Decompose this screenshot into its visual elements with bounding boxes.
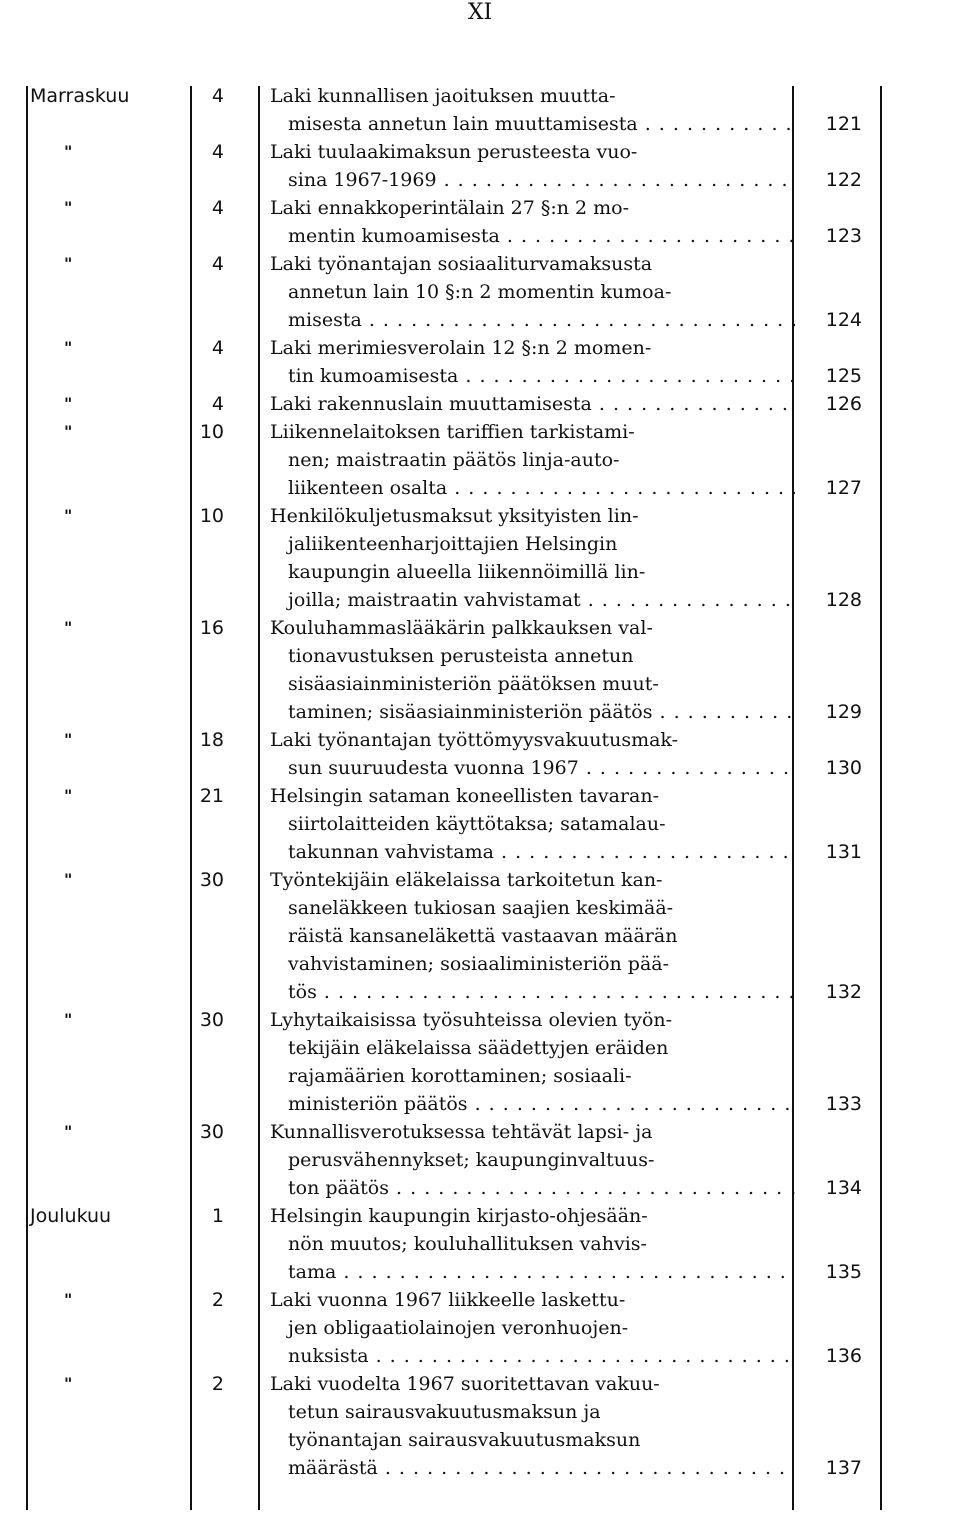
entry-title-line: tetun sairausvakuutusmaksun ja (288, 1401, 601, 1423)
month-ditto-mark: " (64, 730, 73, 749)
entry-title-line: Helsingin kaupungin kirjasto-ohjesään- (270, 1205, 648, 1227)
entry-page-number: 123 (825, 225, 862, 247)
entry-page-number: 127 (825, 477, 862, 499)
entry-title (270, 782, 795, 866)
entry-title (270, 614, 795, 726)
entry-title-line: vahvistaminen; sosiaaliministeriön pää- (288, 953, 670, 975)
entry-page-number: 136 (825, 1345, 862, 1367)
entry-day: 4 (211, 197, 224, 219)
entry-title-line: taminen; sisäasiainministeriön päätös . . . (270, 698, 795, 726)
entry-title-line: jaliikenteenharjoittajien Helsingin (288, 533, 618, 555)
month-ditto-mark: " (64, 506, 73, 525)
entry-title-line: Laki vuodelta 1967 suoritettavan vakuu- (270, 1373, 660, 1395)
month-ditto-mark: " (64, 786, 73, 805)
entry-title-line: Laki työnantajan työttömyysvakuutusmak- (270, 729, 679, 751)
entry-title-line: tekijäin eläkelaissa säädettyjen eräiden (288, 1037, 669, 1059)
entry-title (270, 334, 795, 390)
day-title-divider-line (258, 86, 260, 1510)
entry-title (270, 194, 795, 250)
left-border-line (26, 86, 28, 1510)
entry-title-line: jen obligaatiolainojen veronhuojen- (288, 1317, 629, 1339)
entry-title-line: siirtolaitteiden käyttötaksa; satamalau- (288, 813, 666, 835)
entry-title-line: Laki vuonna 1967 liikkeelle laskettu- (270, 1289, 626, 1311)
entry-title-line: nuksista . . . (270, 1342, 795, 1370)
month-ditto-mark: " (64, 1290, 73, 1309)
entry-page-number: 137 (825, 1457, 862, 1479)
entry-title-line: Laki rakennuslain muuttamisesta . . . (270, 390, 795, 418)
entry-page-number: 125 (825, 365, 862, 387)
entry-title-line: mentin kumoamisesta . . . (270, 222, 795, 250)
entry-title-line: misesta . . . (270, 306, 795, 334)
entry-title (270, 1370, 795, 1482)
entry-title-line: Laki kunnallisen jaoituksen muutta- (270, 85, 616, 107)
entry-page-number: 135 (825, 1261, 862, 1283)
entry-title-line: Henkilökuljetusmaksut yksityisten lin- (270, 505, 639, 527)
entry-day: 16 (199, 617, 224, 639)
month-ditto-mark: " (64, 1122, 73, 1141)
entry-title (270, 1118, 795, 1202)
entry-page-number: 129 (825, 701, 862, 723)
entry-month: Marraskuu (30, 85, 130, 107)
entry-title-line: Laki ennakkoperintälain 27 §:n 2 mo- (270, 197, 630, 219)
entry-title-line: misesta annetun lain muuttamisesta . . . (270, 110, 795, 138)
entry-title-line: tös . . . (270, 978, 795, 1006)
month-ditto-mark: " (64, 618, 73, 637)
entry-title-line: nön muutos; kouluhallituksen vahvis- (288, 1233, 647, 1255)
month-ditto-mark: " (64, 254, 73, 273)
entry-title-line: Lyhytaikaisissa työsuhteissa olevien työn- (270, 1009, 673, 1031)
entry-title (270, 390, 795, 418)
entry-day: 2 (211, 1289, 224, 1311)
entry-page-number: 124 (825, 309, 862, 331)
entry-page-number: 132 (825, 981, 862, 1003)
entry-title-line: sina 1967-1969 . . . (270, 166, 795, 194)
entry-title-line: Laki työnantajan sosiaaliturvamaksusta (270, 253, 653, 275)
right-border-line (880, 86, 882, 1510)
month-ditto-mark: " (64, 1010, 73, 1029)
entry-title-line: räistä kansaneläkettä vastaavan määrän (288, 925, 678, 947)
month-ditto-mark: " (64, 870, 73, 889)
entry-title-line: tin kumoamisesta . . . (270, 362, 795, 390)
month-ditto-mark: " (64, 142, 73, 161)
entry-title-line: Työntekijäin eläkelaissa tarkoitetun kan- (270, 869, 663, 891)
entry-day: 30 (199, 1121, 224, 1143)
entry-day: 30 (199, 1009, 224, 1031)
entry-day: 4 (211, 337, 224, 359)
entry-page-number: 122 (825, 169, 862, 191)
entry-day: 30 (199, 869, 224, 891)
entry-title-line: Liikennelaitoksen tariffien tarkistami- (270, 421, 635, 443)
entry-page-number: 133 (825, 1093, 862, 1115)
entry-title-line: Kouluhammaslääkärin palkkauksen val- (270, 617, 653, 639)
entry-title-line: tama . . . (270, 1258, 795, 1286)
entry-title-line: Laki merimiesverolain 12 §:n 2 momen- (270, 337, 652, 359)
month-ditto-mark: " (64, 422, 73, 441)
entry-title (270, 866, 795, 1006)
entry-title-line: rajamäärien korottaminen; sosiaali- (288, 1065, 632, 1087)
entry-day: 18 (199, 729, 224, 751)
entry-title-line: Kunnallisverotuksessa tehtävät lapsi- ja (270, 1121, 653, 1143)
entry-day: 10 (199, 505, 224, 527)
entry-title-line: annetun lain 10 §:n 2 momentin kumoa- (288, 281, 672, 303)
entry-title-line: joilla; maistraatin vahvistamat . . . (270, 586, 795, 614)
month-ditto-mark: " (64, 394, 73, 413)
entry-page-number: 128 (825, 589, 862, 611)
entry-title-line: perusvähennykset; kaupunginvaltuus- (288, 1149, 655, 1171)
entry-title-line: Helsingin sataman koneellisten tavaran- (270, 785, 660, 807)
entry-page-number: 130 (825, 757, 862, 779)
entry-title-line: määrästä . . . (270, 1454, 795, 1482)
entry-title (270, 1006, 795, 1118)
entry-title-line: työnantajan sairausvakuutusmaksun (288, 1429, 641, 1451)
entry-title-line: Laki tuulaakimaksun perusteesta vuo- (270, 141, 638, 163)
entry-title-line: kaupungin alueella liikennöimillä lin- (288, 561, 646, 583)
entry-day: 4 (211, 85, 224, 107)
entry-page-number: 131 (825, 841, 862, 863)
entry-day: 2 (211, 1373, 224, 1395)
entry-title (270, 502, 795, 614)
page-number: XI (467, 0, 493, 25)
entry-day: 10 (199, 421, 224, 443)
entry-title-line: nen; maistraatin päätös linja-auto- (288, 449, 620, 471)
entry-page-number: 126 (825, 393, 862, 415)
entry-title-line: saneläkkeen tukiosan saajien keskimää- (288, 897, 674, 919)
entry-title (270, 250, 795, 334)
month-ditto-mark: " (64, 1374, 73, 1393)
entry-title (270, 418, 795, 502)
entry-title (270, 1202, 795, 1286)
entry-day: 4 (211, 253, 224, 275)
entry-month: Joulukuu (30, 1205, 112, 1227)
entry-title (270, 726, 795, 782)
entry-title-line: sisäasiainministeriön päätöksen muut- (288, 673, 659, 695)
entry-title-line: liikenteen osalta . . . (270, 474, 795, 502)
entry-title-line: ministeriön päätös . . . (270, 1090, 795, 1118)
entry-day: 21 (199, 785, 224, 807)
entry-title-line: sun suuruudesta vuonna 1967 . . . (270, 754, 795, 782)
entry-title-line: ton päätös . . . (270, 1174, 795, 1202)
entry-page-number: 134 (825, 1177, 862, 1199)
month-ditto-mark: " (64, 338, 73, 357)
entry-title-line: tionavustuksen perusteista annetun (288, 645, 634, 667)
entry-title (270, 1286, 795, 1370)
entry-page-number: 121 (825, 113, 862, 135)
entry-day: 1 (211, 1205, 224, 1227)
month-ditto-mark: " (64, 198, 73, 217)
entry-day: 4 (211, 141, 224, 163)
entry-title (270, 138, 795, 194)
entry-day: 4 (211, 393, 224, 415)
entry-title-line: takunnan vahvistama . . . (270, 838, 795, 866)
entry-title (270, 82, 795, 138)
